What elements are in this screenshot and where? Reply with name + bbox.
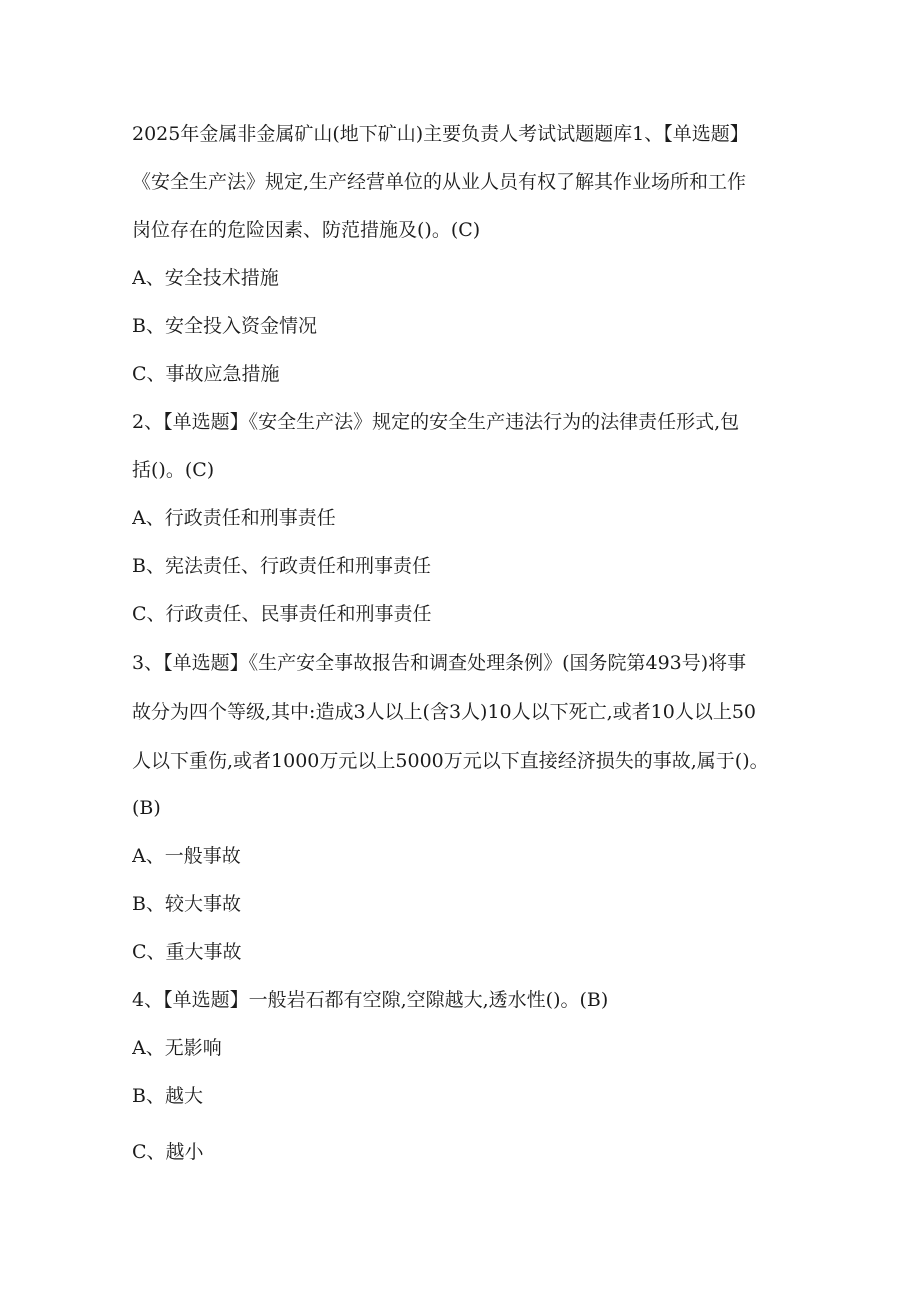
q2-option-b: B、宪法责任、行政责任和刑事责任 — [132, 555, 431, 577]
q2-stem-line-1: 2、【单选题】《安全生产法》规定的安全生产违法行为的法律责任形式,包 — [132, 411, 740, 433]
q1-option-c: C、事故应急措施 — [132, 363, 280, 385]
q4-option-a: A、无影响 — [132, 1037, 222, 1059]
title-and-q1-stem-line-1: 2025年金属非金属矿山(地下矿山)主要负责人考试试题题库1、【单选题】 — [132, 123, 749, 145]
q4-option-b: B、越大 — [132, 1085, 203, 1107]
q1-stem-line-2: 《安全生产法》规定,生产经营单位的从业人员有权了解其作业场所和工作 — [132, 171, 747, 193]
q2-stem-line-2: 括()。(C) — [132, 459, 215, 481]
q1-stem-line-3: 岗位存在的危险因素、防范措施及()。(C) — [132, 219, 481, 241]
q3-option-c: C、重大事故 — [132, 941, 242, 963]
q3-option-a: A、一般事故 — [132, 845, 241, 867]
q4-stem-line-1: 4、【单选题】一般岩石都有空隙,空隙越大,透水性()。(B) — [132, 989, 609, 1011]
q1-option-a: A、安全技术措施 — [132, 267, 279, 289]
q2-option-c: C、行政责任、民事责任和刑事责任 — [132, 603, 432, 625]
q3-stem-line-1: 3、【单选题】《生产安全事故报告和调查处理条例》(国务院第493号)将事 — [132, 652, 747, 674]
q2-option-a: A、行政责任和刑事责任 — [132, 507, 336, 529]
q4-option-c: C、越小 — [132, 1141, 204, 1163]
q1-option-b: B、安全投入资金情况 — [132, 315, 317, 337]
q3-stem-line-3: 人以下重伤,或者1000万元以上5000万元以下直接经济损失的事故,属于()。 — [132, 750, 769, 772]
q3-answer-line: (B) — [132, 797, 161, 819]
q3-stem-line-2: 故分为四个等级,其中:造成3人以上(含3人)10人以下死亡,或者10人以上50 — [132, 701, 757, 723]
q3-option-b: B、较大事故 — [132, 893, 241, 915]
